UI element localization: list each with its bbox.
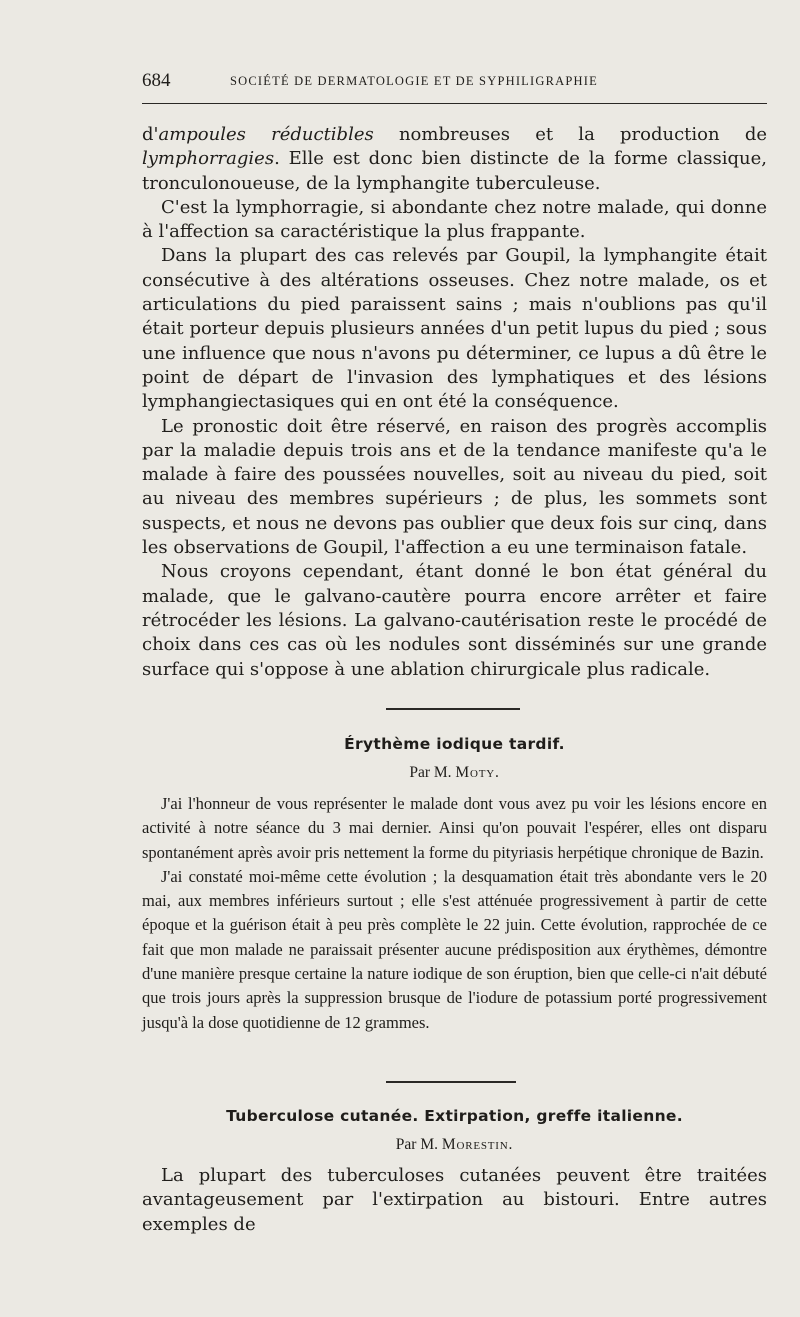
author-name: Morestin.	[441, 1136, 514, 1153]
paragraph: Le pronostic doit être réservé, en raison des progrès accomplis par la maladie depuis trois ans et de la tendance manifeste qu'a le malade à faire des poussées nouvelles, soit au niveau du pied, soit au niveau des membres supérieurs ; de plus, les sommets sont suspects, et nous ne devons pas oublier que deux fois sur cinq, dans les observations de Goupil, l'affection a eu une terminaison fatale.	[142, 415, 767, 559]
section-divider	[386, 1081, 516, 1083]
running-head: SOCIÉTÉ DE DERMATOLOGIE ET DE SYPHILIGRAPHIE	[230, 74, 598, 88]
section-divider	[386, 708, 520, 710]
section2-text	[142, 1164, 767, 1237]
section-byline: Par M. Moty.	[409, 764, 500, 781]
paragraph: J'ai constaté moi-même cette évolution ; la desquamation était très abondante vers le 20 mai, aux membres inférieurs surtout ; elle s'est atténuée progressivement à partir de cette époque et la guérison était à peu près complète le 22 juin. Cette évolution, rapprochée de ce fait que mon malade ne paraissait présenter aucune prédisposition aux érythèmes, démontre d'une manière presque certaine la nature iodique de son éruption, bien que celle-ci n'ait débuté que trois jours après la suppression brusque de l'iodure de potassium porté progressivement jusqu'à la dose quotidienne de 12 grammes.	[142, 866, 767, 1032]
intro-text	[142, 123, 767, 682]
paragraph: C'est la lymphorragie, si abondante chez notre malade, qui donne à l'affection sa caractéristique la plus frappante.	[142, 196, 767, 243]
emphasis: lymphorragies	[142, 148, 275, 170]
section-byline: Par M. Morestin.	[395, 1136, 514, 1153]
paragraph: Nous croyons cependant, étant donné le bon état général du malade, que le galvano-cautère pourra encore arrêter et faire rétrocéder les lésions. La galvano-cautérisation reste le procédé de choix dans ces cas où les nodules sont disséminés sur une grande surface qui s'oppose à une ablation chirurgicale plus radicale.	[142, 561, 767, 680]
header-rule	[142, 103, 767, 104]
paragraph: La plupart des tuberculoses cutanées peuvent être traitées avantageusement par l'extirpation au bistouri. Entre autres exemples de	[142, 1165, 767, 1235]
emphasis: ampoules réductibles	[158, 124, 374, 145]
section-title-erytheme: Érythème iodique tardif.	[344, 735, 565, 753]
paragraph: d'ampoules réductibles nombreuses et la production de lymphorragies. Elle est donc bien distincte de la forme classique, tronculonoueuse, de la lymphangite tuberculeuse.	[142, 124, 768, 194]
page-number: 684	[142, 70, 171, 91]
author-name: Moty.	[455, 764, 500, 781]
section-title-tuberculose: Tuberculose cutanée. Extirpation, greffe italienne.	[226, 1107, 683, 1125]
section1-text	[142, 792, 767, 1035]
page-header	[142, 70, 767, 98]
paragraph: Dans la plupart des cas relevés par Goupil, la lymphangite était consécutive à des altérations osseuses. Chez notre malade, os et articulations du pied paraissent sains ; mais n'oublions pas qu'il était porteur depuis plusieurs années d'un petit lupus du pied ; sous une influence que nous n'avons pu déterminer, ce lupus a dû être le point de départ de l'invasion des lymphatiques et des lésions lymphangiectasiques qui en ont été la conséquence.	[142, 245, 767, 413]
paragraph: J'ai l'honneur de vous représenter le malade dont vous avez pu voir les lésions encore en activité à notre séance du 3 mai dernier. Ainsi qu'on pouvait l'espérer, elles ont disparu spontanément après avoir pris nettement la forme du pityriasis herpétique chronique de Bazin.	[142, 794, 767, 862]
